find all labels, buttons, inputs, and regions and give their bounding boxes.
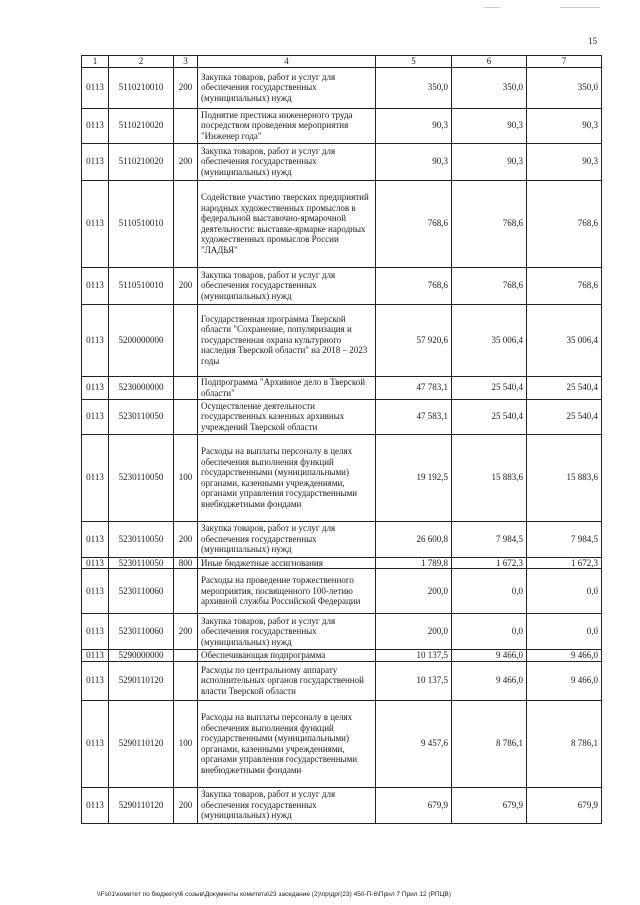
page-number: 15 xyxy=(588,36,597,46)
target-article-code-cell: 5230110050 xyxy=(109,557,174,569)
amount-2022-cell: 9 466,0 xyxy=(452,650,527,662)
amount-2023-cell: 25 540,4 xyxy=(527,399,602,434)
section-code-cell: 0113 xyxy=(82,108,109,143)
amount-2021-cell: 1 789,8 xyxy=(376,557,452,569)
table-row xyxy=(82,267,602,304)
amount-2022-cell: 25 540,4 xyxy=(452,376,527,399)
amount-2023-cell: 1 672,3 xyxy=(527,557,602,569)
section-code-cell: 0113 xyxy=(82,569,109,614)
table-row xyxy=(82,700,602,787)
amount-2022-cell: 35 006,4 xyxy=(452,304,527,376)
description-cell: Закупка товаров, работ и услуг для обеспечения государственных (муниципальных) нужд xyxy=(198,267,376,304)
expense-type-code-cell: 200 xyxy=(174,143,198,180)
section-code-cell: 0113 xyxy=(82,304,109,376)
amount-2021-cell: 10 137,5 xyxy=(376,650,452,662)
table-row xyxy=(82,180,602,267)
description-cell: Расходы на выплаты персоналу в целях обеспечения выполнения функций государственными (муниципальными) органами, казенными учреждениями, органами управления государственными внебюджетными фондами xyxy=(198,700,376,787)
target-article-code-cell: 5230110060 xyxy=(109,614,174,650)
expense-type-code-cell: 200 xyxy=(174,787,198,823)
expense-type-code-cell xyxy=(174,108,198,143)
description-cell: Обеспечивающая подпрограмма xyxy=(198,650,376,662)
section-code-cell: 0113 xyxy=(82,434,109,521)
amount-2021-cell: 679,9 xyxy=(376,787,452,823)
amount-2022-cell: 350,0 xyxy=(452,67,527,108)
table-row xyxy=(82,376,602,399)
amount-2022-cell: 9 466,0 xyxy=(452,661,527,700)
description-cell: Иные бюджетные ассигнования xyxy=(198,557,376,569)
amount-2023-cell: 15 883,6 xyxy=(527,434,602,521)
table-row xyxy=(82,434,602,521)
section-code-cell: 0113 xyxy=(82,399,109,434)
amount-2021-cell: 19 192,5 xyxy=(376,434,452,521)
target-article-code-cell: 5290000000 xyxy=(109,650,174,662)
amount-2023-cell: 0,0 xyxy=(527,614,602,650)
description-cell: Закупка товаров, работ и услуг для обеспечения государственных (муниципальных) нужд xyxy=(198,614,376,650)
section-code-cell: 0113 xyxy=(82,650,109,662)
expense-type-code-cell xyxy=(174,569,198,614)
description-cell: Содействие участию тверских предприятий народных художественных промыслов в федеральной выставочно-ярмарочной деятельности: выставке-ярмарке народных художественных промыслов России "ЛАДЬЯ" xyxy=(198,180,376,267)
amount-2022-cell: 679,9 xyxy=(452,787,527,823)
section-code-cell: 0113 xyxy=(82,67,109,108)
amount-2021-cell: 47 583,1 xyxy=(376,399,452,434)
expense-type-code-cell xyxy=(174,650,198,662)
column-header: 6 xyxy=(452,56,527,68)
description-cell: Осуществление деятельности государственных казенных архивных учреждений Тверской области xyxy=(198,399,376,434)
target-article-code-cell: 5110210020 xyxy=(109,108,174,143)
section-code-cell: 0113 xyxy=(82,614,109,650)
section-code-cell: 0113 xyxy=(82,700,109,787)
amount-2021-cell: 200,0 xyxy=(376,569,452,614)
table-body xyxy=(82,56,602,824)
target-article-code-cell: 5110210020 xyxy=(109,143,174,180)
column-header: 1 xyxy=(82,56,109,68)
description-cell: Закупка товаров, работ и услуг для обеспечения государственных (муниципальных) нужд xyxy=(198,67,376,108)
amount-2023-cell: 8 786,1 xyxy=(527,700,602,787)
section-code-cell: 0113 xyxy=(82,143,109,180)
target-article-code-cell: 5230110050 xyxy=(109,434,174,521)
amount-2023-cell: 9 466,0 xyxy=(527,650,602,662)
amount-2023-cell: 90,3 xyxy=(527,143,602,180)
amount-2021-cell: 47 783,1 xyxy=(376,376,452,399)
table-row xyxy=(82,108,602,143)
amount-2023-cell: 768,6 xyxy=(527,267,602,304)
file-path-footer: \\Fs01\комитет по бюджету\6 созыв\Документы комитета\23 заседание (2)\пр\дрг(23) 450-П-6\Прил 7 Прил 12 (РПЦВ) xyxy=(97,891,451,898)
expense-type-code-cell: 200 xyxy=(174,267,198,304)
expense-type-code-cell: 100 xyxy=(174,700,198,787)
amount-2021-cell: 26 600,8 xyxy=(376,521,452,557)
table-row xyxy=(82,787,602,823)
amount-2021-cell: 768,6 xyxy=(376,267,452,304)
description-cell: Закупка товаров, работ и услуг для обеспечения государственных (муниципальных) нужд xyxy=(198,787,376,823)
section-code-cell: 0113 xyxy=(82,787,109,823)
amount-2021-cell: 350,0 xyxy=(376,67,452,108)
expense-type-code-cell xyxy=(174,304,198,376)
table-row xyxy=(82,614,602,650)
description-cell: Закупка товаров, работ и услуг для обеспечения государственных (муниципальных) нужд xyxy=(198,521,376,557)
amount-2022-cell: 768,6 xyxy=(452,180,527,267)
column-header: 4 xyxy=(198,56,376,68)
target-article-code-cell: 5230110060 xyxy=(109,569,174,614)
amount-2023-cell: 7 984,5 xyxy=(527,521,602,557)
description-cell: Поднятие престижа инженерного труда посредством проведения мероприятия "Инженер года" xyxy=(198,108,376,143)
section-code-cell: 0113 xyxy=(82,376,109,399)
amount-2023-cell: 679,9 xyxy=(527,787,602,823)
amount-2023-cell: 25 540,4 xyxy=(527,376,602,399)
expense-type-code-cell xyxy=(174,180,198,267)
amount-2021-cell: 10 137,5 xyxy=(376,661,452,700)
amount-2023-cell: 768,6 xyxy=(527,180,602,267)
amount-2023-cell: 35 006,4 xyxy=(527,304,602,376)
section-code-cell: 0113 xyxy=(82,661,109,700)
amount-2021-cell: 90,3 xyxy=(376,143,452,180)
amount-2021-cell: 9 457,6 xyxy=(376,700,452,787)
table-row xyxy=(82,557,602,569)
description-cell: Расходы по центральному аппарату исполнительных органов государственной власти Тверской области xyxy=(198,661,376,700)
expense-type-code-cell xyxy=(174,661,198,700)
section-code-cell: 0113 xyxy=(82,521,109,557)
amount-2022-cell: 90,3 xyxy=(452,143,527,180)
target-article-code-cell: 5110210010 xyxy=(109,67,174,108)
amount-2023-cell: 9 466,0 xyxy=(527,661,602,700)
target-article-code-cell: 5200000000 xyxy=(109,304,174,376)
section-code-cell: 0113 xyxy=(82,180,109,267)
table-row xyxy=(82,521,602,557)
amount-2022-cell: 768,6 xyxy=(452,267,527,304)
column-header: 5 xyxy=(376,56,452,68)
column-header: 2 xyxy=(109,56,174,68)
amount-2022-cell: 25 540,4 xyxy=(452,399,527,434)
table-row xyxy=(82,650,602,662)
amount-2022-cell: 8 786,1 xyxy=(452,700,527,787)
target-article-code-cell: 5290110120 xyxy=(109,661,174,700)
section-code-cell: 0113 xyxy=(82,267,109,304)
scan-mark xyxy=(484,7,500,8)
amount-2022-cell: 90,3 xyxy=(452,108,527,143)
expense-type-code-cell: 200 xyxy=(174,614,198,650)
scan-mark xyxy=(560,7,600,8)
expense-type-code-cell: 200 xyxy=(174,521,198,557)
expense-type-code-cell xyxy=(174,399,198,434)
section-code-cell: 0113 xyxy=(82,557,109,569)
amount-2023-cell: 90,3 xyxy=(527,108,602,143)
target-article-code-cell: 5230110050 xyxy=(109,521,174,557)
description-cell: Государственная программа Тверской области "Сохранение, популяризация и государственная охрана культурного наследия Тверской области" на 2018 – 2023 годы xyxy=(198,304,376,376)
expense-type-code-cell xyxy=(174,376,198,399)
target-article-code-cell: 5230110050 xyxy=(109,399,174,434)
amount-2021-cell: 768,6 xyxy=(376,180,452,267)
amount-2022-cell: 15 883,6 xyxy=(452,434,527,521)
target-article-code-cell: 5230000000 xyxy=(109,376,174,399)
table-row xyxy=(82,143,602,180)
amount-2022-cell: 7 984,5 xyxy=(452,521,527,557)
table-row xyxy=(82,399,602,434)
budget-table xyxy=(81,55,602,824)
target-article-code-cell: 5110510010 xyxy=(109,180,174,267)
amount-2022-cell: 1 672,3 xyxy=(452,557,527,569)
amount-2021-cell: 57 920,6 xyxy=(376,304,452,376)
description-cell: Подпрограмма "Архивное дело в Тверской области" xyxy=(198,376,376,399)
expense-type-code-cell: 100 xyxy=(174,434,198,521)
column-header: 7 xyxy=(527,56,602,68)
amount-2021-cell: 200,0 xyxy=(376,614,452,650)
target-article-code-cell: 5110510010 xyxy=(109,267,174,304)
description-cell: Закупка товаров, работ и услуг для обеспечения государственных (муниципальных) нужд xyxy=(198,143,376,180)
expense-type-code-cell: 200 xyxy=(174,67,198,108)
expense-type-code-cell: 800 xyxy=(174,557,198,569)
description-cell: Расходы на выплаты персоналу в целях обеспечения выполнения функций государственными (муниципальными) органами, казенными учреждениями, органами управления государственными внебюджетными фондами xyxy=(198,434,376,521)
header-row xyxy=(82,56,602,68)
amount-2023-cell: 0,0 xyxy=(527,569,602,614)
amount-2022-cell: 0,0 xyxy=(452,569,527,614)
amount-2022-cell: 0,0 xyxy=(452,614,527,650)
table-row xyxy=(82,661,602,700)
amount-2023-cell: 350,0 xyxy=(527,67,602,108)
amount-2021-cell: 90,3 xyxy=(376,108,452,143)
table-row xyxy=(82,67,602,108)
description-cell: Расходы на проведение торжественного мероприятия, посвященного 100-летию архивной службы Российской Федерации xyxy=(198,569,376,614)
table-row xyxy=(82,304,602,376)
column-header: 3 xyxy=(174,56,198,68)
target-article-code-cell: 5290110120 xyxy=(109,787,174,823)
table-row xyxy=(82,569,602,614)
target-article-code-cell: 5290110120 xyxy=(109,700,174,787)
